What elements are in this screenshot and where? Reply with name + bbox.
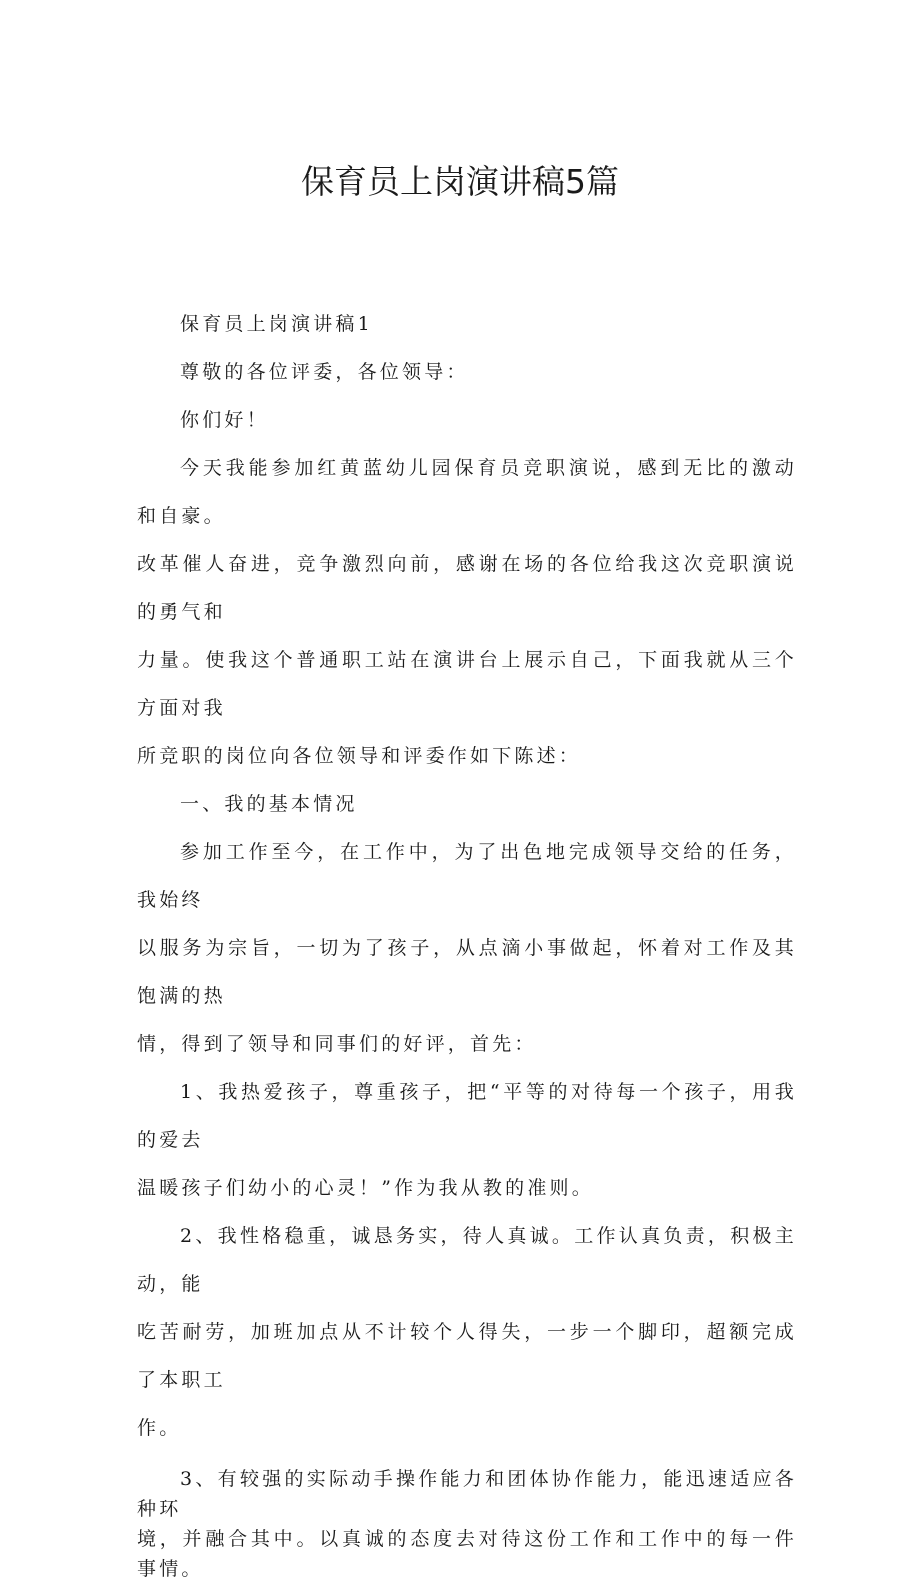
intro-paragraph — [137, 444, 797, 780]
document-body — [137, 300, 797, 1584]
point-2-line: 作。 — [137, 1417, 182, 1439]
point-3-paragraph — [137, 1464, 797, 1584]
section-title: 一、我的基本情况 — [180, 793, 358, 815]
salutation: 尊敬的各位评委，各位领导： — [180, 361, 469, 383]
intro-line: 改革催人奋进，竞争激烈向前，感谢在场的各位给我这次竞职演说的勇气和 — [137, 553, 797, 623]
intro-line: 所竞职的岗位向各位领导和评委作如下陈述： — [137, 745, 582, 767]
document-title: 保育员上岗演讲稿5篇 — [301, 162, 619, 201]
intro-line: 今天我能参加红黄蓝幼儿园保育员竞职演说，感到无比的激动和自豪。 — [137, 457, 797, 527]
point-3-line: 境，并融合其中。以真诚的态度去对待这份工作和工作中的每一件事情。 — [137, 1528, 797, 1580]
point-1-line: 温暖孩子们幼小的心灵！”作为我从教的准则。 — [137, 1177, 594, 1199]
intro-line: 力量。使我这个普通职工站在演讲台上展示自己，下面我就从三个方面对我 — [137, 649, 797, 719]
point-1-line: 1、我热爱孩子，尊重孩子，把“平等的对待每一个孩子，用我的爱去 — [137, 1081, 797, 1151]
section-line: 以服务为宗旨，一切为了孩子，从点滴小事做起，怀着对工作及其饱满的热 — [137, 937, 797, 1007]
point-2-line: 2、我性格稳重，诚恳务实，待人真诚。工作认真负责，积极主动，能 — [137, 1225, 797, 1295]
point-1-paragraph — [137, 1068, 797, 1212]
section-paragraph — [137, 828, 797, 1068]
section-line: 参加工作至今，在工作中，为了出色地完成领导交给的任务，我始终 — [137, 841, 797, 911]
greeting: 你们好！ — [180, 409, 269, 431]
speech-heading: 保育员上岗演讲稿1 — [180, 313, 373, 335]
section-line: 情，得到了领导和同事们的好评，首先： — [137, 1033, 537, 1055]
point-2-paragraph — [137, 1212, 797, 1452]
point-3-line: 3、有较强的实际动手操作能力和团体协作能力，能迅速适应各种环 — [137, 1468, 797, 1520]
point-2-line: 吃苦耐劳，加班加点从不计较个人得失，一步一个脚印，超额完成了本职工 — [137, 1321, 797, 1391]
